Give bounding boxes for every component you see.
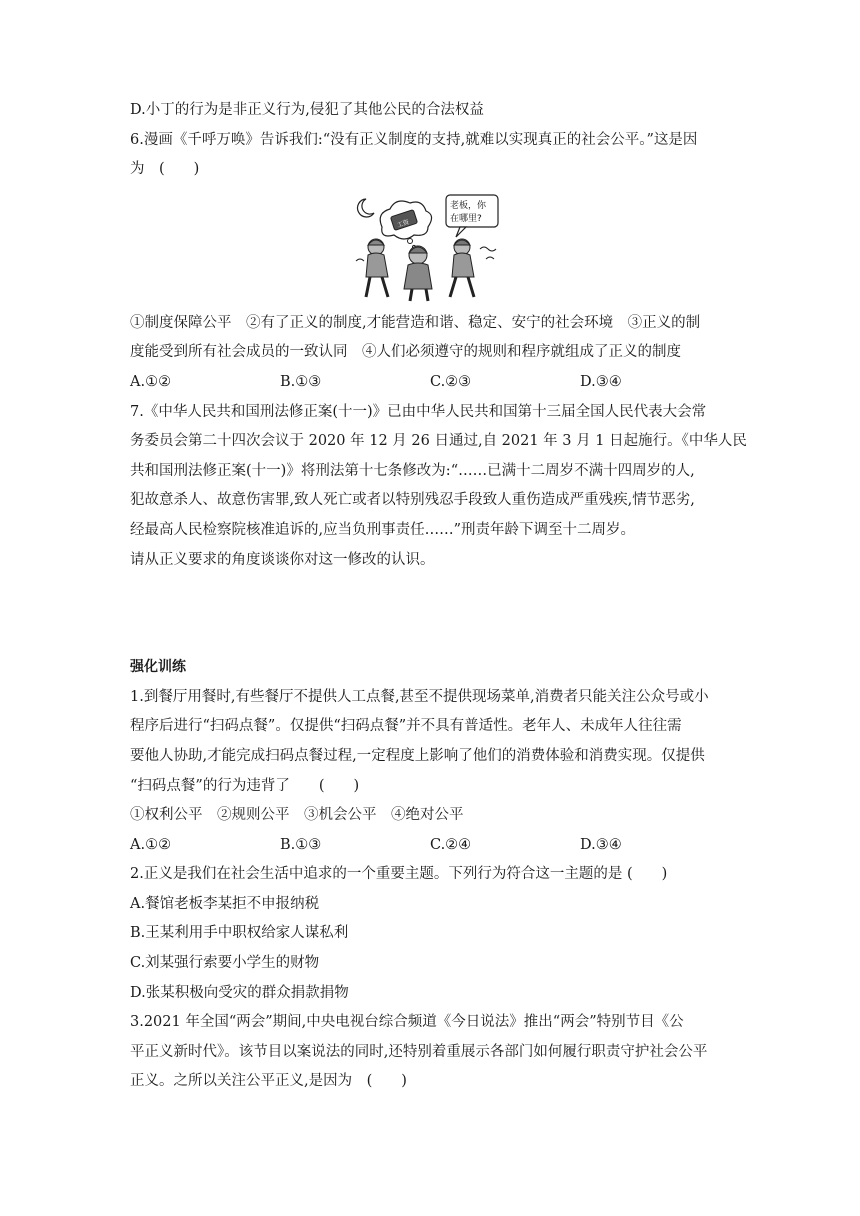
section-heading: 强化训练	[130, 659, 186, 676]
q6-options	[130, 368, 742, 398]
q1-statements: ①权利公平 ②规则公平 ③机会公平 ④绝对公平	[130, 807, 464, 824]
q1-option-c[interactable]: C.②④	[430, 836, 472, 853]
q1-line: 程序后进行“扫码点餐”。仅提供“扫码点餐”并不具有普适性。老年人、未成年人往往需	[130, 718, 682, 735]
q7-line: 犯故意杀人、故意伤害罪,致人死亡或者以特别残忍手段致人重伤造成严重残疾,情节恶劣,	[130, 492, 695, 509]
q6-option-b[interactable]: B.①③	[280, 373, 322, 390]
q3-line: 3.2021 年全国“两会”期间,中央电视台综合频道《今日说法》推出“两会”特别节目《公	[130, 1014, 684, 1031]
q7-prompt: 请从正义要求的角度谈谈你对这一修改的认识。	[130, 551, 435, 568]
q7-line: 共和国刑法修正案(十一)》将刑法第十七条修改为:“……已满十二周岁不满十四周岁的人,	[130, 462, 695, 479]
q3-line: 平正义新时代》。该节目以案说法的同时,还特别着重展示各部门如何履行职责守护社会公平	[130, 1043, 708, 1060]
q1-line: “扫码点餐”的行为违背了 ( )	[130, 777, 360, 794]
q1-line: 要他人协助,才能完成扫码点餐过程,一定程度上影响了他们的消费体验和消费实现。仅提供	[130, 747, 705, 764]
q6-stem-line-2: 为 ( )	[130, 161, 200, 178]
q6-stem-line-1: 6.漫画《千呼万唤》告诉我们:“没有正义制度的支持,就难以实现真正的社会公平。”这是因	[130, 131, 698, 148]
q1-option-d[interactable]: D.③④	[580, 836, 622, 853]
cartoon-illustration	[352, 191, 512, 303]
q1-option-a[interactable]: A.①②	[130, 836, 172, 853]
q6-option-d[interactable]: D.③④	[580, 373, 622, 390]
q2-option-d[interactable]: D.张某积极向受灾的群众捐款捐物	[130, 984, 349, 1001]
q1-option-b[interactable]: B.①③	[280, 836, 322, 853]
q7-line: 经最高人民检察院核准追诉的,应当负刑事责任……”刑责年龄下调至十二周岁。	[130, 521, 636, 538]
cartoon-bubble-line-1: 老板，你	[450, 200, 487, 211]
cartoon-bubble-line-2: 在哪里?	[450, 213, 482, 224]
q7-line: 7.《中华人民共和国刑法修正案(十一)》已由中华人民共和国第十三届全国人民代表大会常	[130, 403, 707, 420]
cartoon-sign-text: 工资	[396, 218, 410, 229]
q5-option-d: D.小丁的行为是非正义行为,侵犯了其他公民的合法权益	[130, 102, 484, 118]
q7-line: 务委员会第二十四次会议于 2020 年 12 月 26 日通过,自 2021 年 3 月 1 日起施行。《中华人民	[130, 433, 747, 450]
q1-options	[130, 831, 742, 861]
q6-option-c[interactable]: C.②③	[430, 373, 472, 390]
worksheet-page	[130, 96, 747, 1097]
q2-stem: 2.正义是我们在社会生活中追求的一个重要主题。下列行为符合这一主题的是 ( )	[130, 866, 668, 883]
q6-statement-line-1: ①制度保障公平 ②有了正义的制度,才能营造和谐、稳定、安宁的社会环境 ③正义的制	[130, 314, 701, 331]
q6-statement-line-2: 度能受到所有社会成员的一致认同 ④人们必须遵守的规则和程序就组成了正义的制度	[130, 344, 681, 361]
q2-option-a[interactable]: A.餐馆老板李某拒不申报纳税	[130, 895, 320, 912]
q2-option-c[interactable]: C.刘某强行索要小学生的财物	[130, 955, 320, 972]
answer-space	[130, 575, 742, 647]
q1-line: 1.到餐厅用餐时,有些餐厅不提供人工点餐,甚至不提供现场菜单,消费者只能关注公众号或小	[130, 688, 709, 705]
q3-line: 正义。之所以关注公平正义,是因为 ( )	[130, 1073, 407, 1090]
q2-option-b[interactable]: B.王某利用手中职权给家人谋私利	[130, 925, 349, 942]
q6-option-a[interactable]: A.①②	[130, 373, 172, 390]
